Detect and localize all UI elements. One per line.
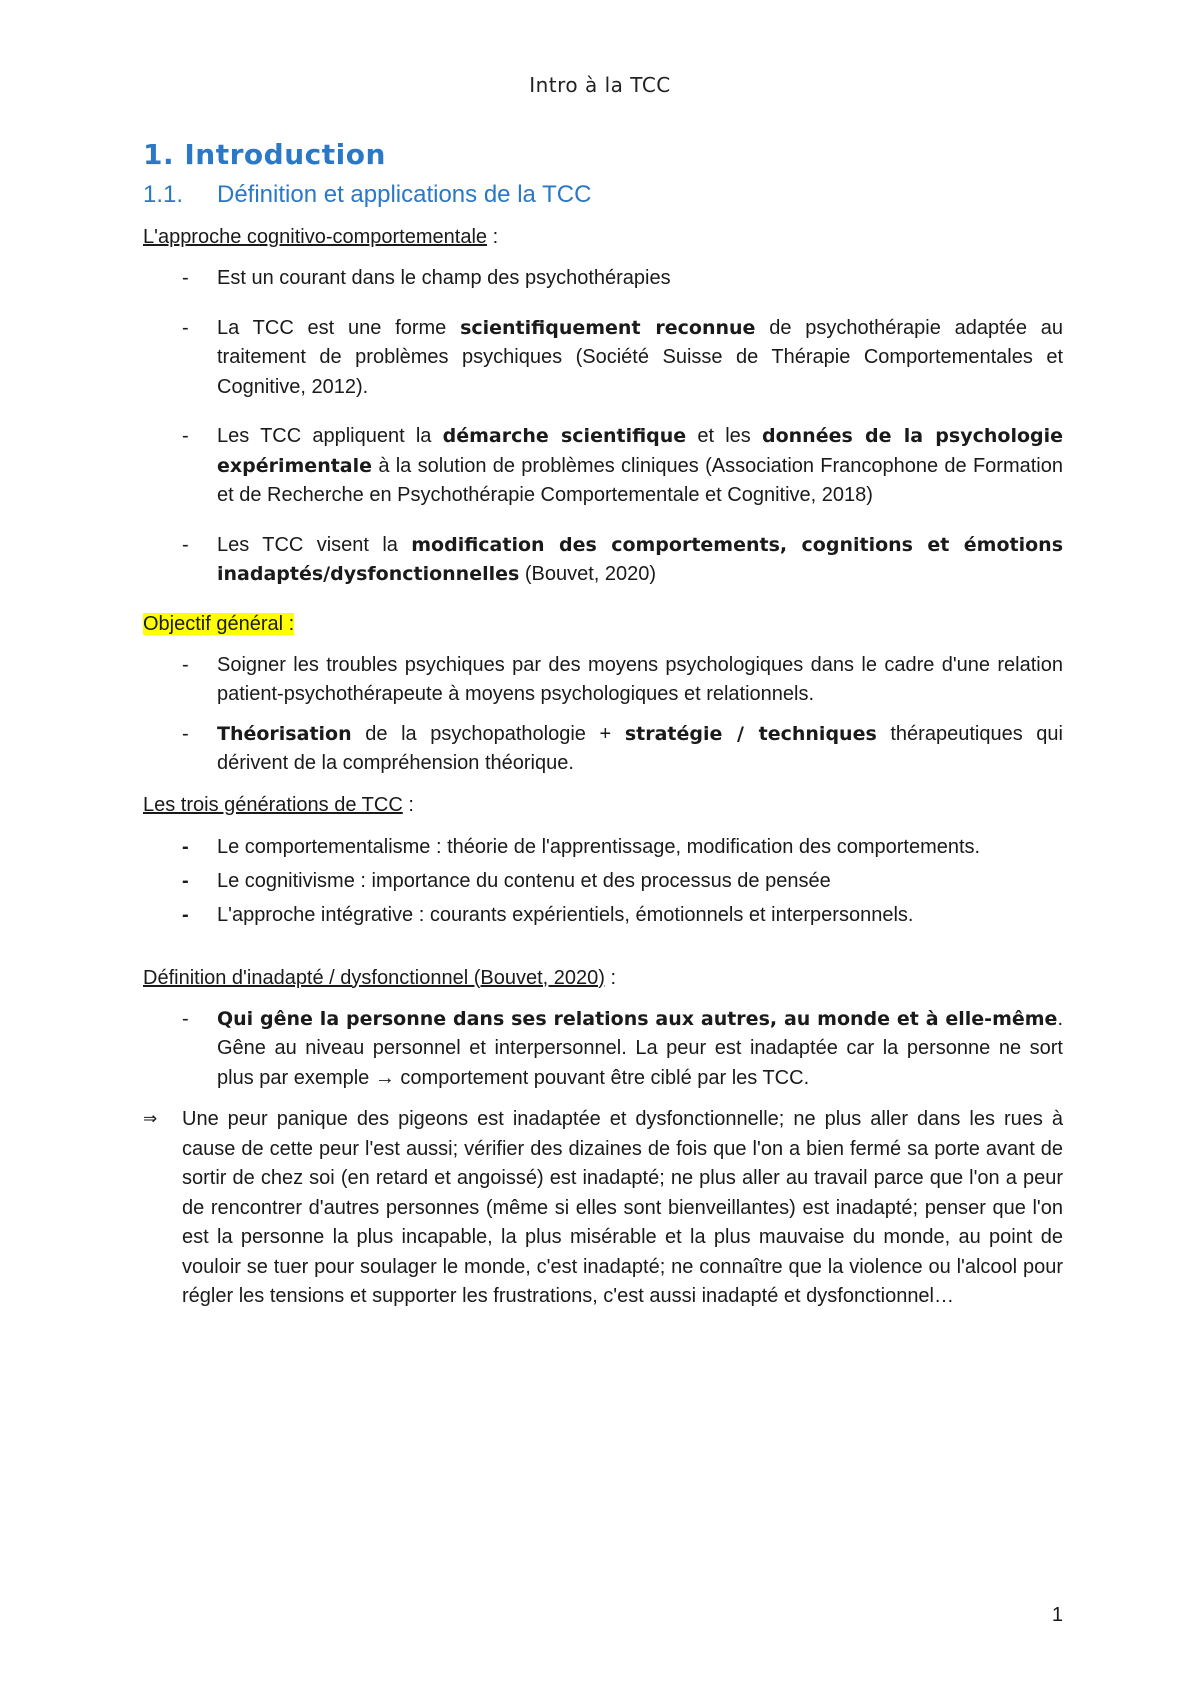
item-text: . Gêne au niveau personnel et interpersonnel. La peur est inadaptée car la personne ne sort plus par exemple → comportement pouvant être ciblé par les TCC. bbox=[217, 1007, 1063, 1089]
item-text: Le cognitivisme : importance du contenu et des processus de pensée bbox=[217, 869, 831, 892]
list-item bbox=[143, 720, 1063, 779]
generations-list bbox=[143, 832, 1063, 930]
dash-bullet-icon: - bbox=[182, 533, 189, 556]
objective-label-line bbox=[143, 610, 1063, 639]
bold-text: stratégie / techniques bbox=[624, 722, 877, 745]
heading-2-number: 1.1. bbox=[143, 181, 184, 208]
definition-label-suffix: : bbox=[604, 966, 617, 989]
page-content bbox=[143, 138, 1063, 1312]
dash-bullet-icon: - bbox=[182, 722, 189, 745]
page-number: 1 bbox=[1051, 1604, 1063, 1626]
item-text: à la solution de problèmes cliniques (Association Francophone de Formation et de Recherche en Psychothérapie Comportementale et Cognitive, 2018) bbox=[217, 454, 1063, 506]
conclusion-paragraph bbox=[143, 1105, 1063, 1312]
item-text: de la psychopathologie + bbox=[351, 722, 625, 745]
heading-2 bbox=[143, 181, 1063, 209]
dash-bullet-icon: - bbox=[182, 869, 189, 892]
approach-label: L'approche cognitivo-comportementale bbox=[143, 226, 488, 248]
implies-arrow-icon: ⇒ bbox=[143, 1109, 158, 1129]
bold-text: données de la psychologie expérimentale bbox=[217, 425, 1064, 477]
list-item bbox=[143, 866, 1063, 896]
generations-label-line bbox=[143, 791, 1063, 820]
conclusion-text: Une peur panique des pigeons est inadaptée et dysfonctionnelle; ne plus aller dans les rues à cause de cette peur l'est aussi; vérifier des dizaines de fois que l'on a bien fermé sa porte avant de sortir de chez soi (en retard et angoissé) est inadapté; ne plus aller au travail parce que l'on a peur de rencontrer d'autres personnes (même si elles sont bienveillantes) est inadapté; penser que l'on est la personne la plus incapable, la plus misérable et la plus mauvaise du monde, au point de vouloir se tuer pour soulager le monde, c'est inadapté; ne connaître que la violence ou l'alcool pour régler les tensions et supporter les frustrations, c'est aussi inadapté et dysfonctionnel… bbox=[182, 1108, 1063, 1307]
item-text: La TCC est une forme bbox=[217, 316, 461, 339]
list-item bbox=[143, 422, 1063, 511]
heading-1: 1. Introduction bbox=[143, 138, 386, 171]
dash-bullet-icon: - bbox=[182, 903, 189, 926]
dash-bullet-icon: - bbox=[182, 267, 189, 289]
generations-label-suffix: : bbox=[402, 793, 414, 816]
objective-label: Objectif général : bbox=[143, 612, 295, 635]
item-text: L'approche intégrative : courants expérientiels, émotionnels et interpersonnels. bbox=[217, 903, 914, 926]
page-header: Intro à la TCC bbox=[529, 73, 671, 97]
list-item bbox=[143, 832, 1063, 862]
bold-text: scientifiquement reconnue bbox=[460, 316, 756, 339]
item-text: de psychothérapie adaptée au traitement de problèmes psychiques (Société Suisse de Thérapie Comportementales et Cognitive, 2012). bbox=[217, 316, 1063, 398]
approach-label-line bbox=[143, 223, 1063, 252]
definition-label-line bbox=[143, 964, 1063, 993]
list-item bbox=[143, 531, 1063, 590]
dash-bullet-icon: - bbox=[182, 1007, 189, 1030]
objective-list bbox=[143, 651, 1063, 779]
item-text: Le comportementalisme : théorie de l'apprentissage, modification des comportements. bbox=[217, 835, 981, 858]
item-text: Soigner les troubles psychiques par des moyens psychologiques dans le cadre d'une relation patient-psychothérapeute à moyens psychologiques et relationnels. bbox=[217, 653, 1063, 705]
list-item bbox=[143, 900, 1063, 930]
bold-text: Qui gêne la personne dans ses relations aux autres, au monde et à elle-même bbox=[217, 1007, 1058, 1030]
bold-text: démarche scientifique bbox=[442, 425, 687, 447]
list-item bbox=[143, 264, 1063, 294]
definition-list bbox=[143, 1005, 1063, 1094]
item-text: thérapeutiques qui dérivent de la compréhension théorique. bbox=[217, 722, 1063, 774]
list-item bbox=[143, 314, 1063, 403]
bold-text: Théorisation bbox=[217, 722, 352, 745]
item-text: Les TCC visent la bbox=[217, 533, 412, 556]
list-item bbox=[143, 1005, 1063, 1094]
item-text: et les bbox=[686, 425, 762, 447]
bold-text: modification des comportements, cognitions et émotions inadaptés/dysfonctionnelles bbox=[217, 533, 1064, 585]
heading-2-text: Définition et applications de la TCC bbox=[217, 181, 592, 208]
item-text: Est un courant dans le champ des psychothérapies bbox=[217, 267, 671, 289]
item-text: Les TCC appliquent la bbox=[217, 425, 443, 447]
definition-label: Définition d'inadapté / dysfonctionnel (Bouvet, 2020) bbox=[143, 966, 605, 989]
dash-bullet-icon: - bbox=[182, 653, 189, 676]
approach-label-suffix: : bbox=[487, 226, 499, 248]
generations-label: Les trois générations de TCC bbox=[143, 793, 403, 816]
dash-bullet-icon: - bbox=[182, 425, 189, 447]
dash-bullet-icon: - bbox=[182, 835, 189, 858]
dash-bullet-icon: - bbox=[182, 316, 189, 339]
list-item bbox=[143, 651, 1063, 710]
item-text: (Bouvet, 2020) bbox=[519, 563, 657, 585]
approach-list bbox=[143, 264, 1063, 590]
